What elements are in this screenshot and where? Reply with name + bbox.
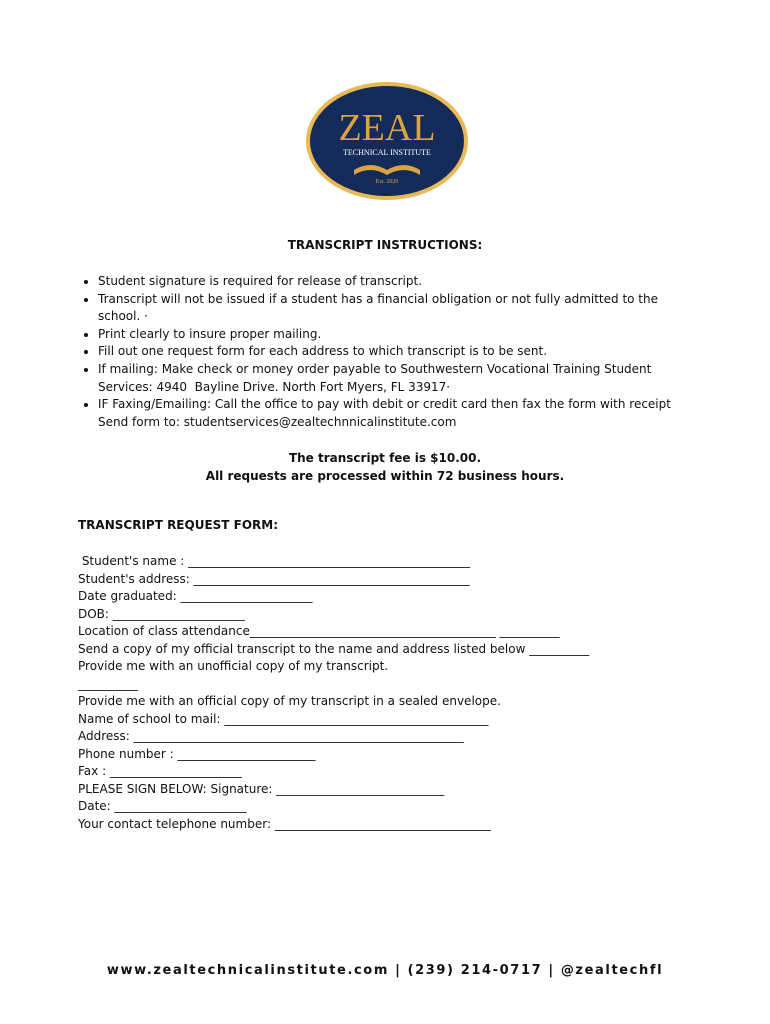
instruction-item: • Student signature is required for release of transcript. [98,273,698,291]
fee-line: The transcript fee is $10.00. [288,451,482,465]
zeal-logo [304,80,470,202]
form-line-address: Address: _______________________________________________________ [78,729,464,743]
logo-wordmark: ZEAL [338,107,436,149]
form-line-unofficial-copy: Provide me with an unofficial copy of my transcript. [78,659,389,673]
form-line-phone: Phone number : _______________________ [78,746,316,761]
form-line-date: Date: ______________________ [78,799,247,813]
instruction-item: • Print clearly to insure proper mailing. [98,326,698,344]
form-title: TRANSCRIPT REQUEST FORM: [78,518,279,532]
form-line-date-graduated: Date graduated: ______________________ [78,589,313,603]
logo-subtitle: TECHNICAL INSTITUTE [343,148,431,157]
instruction-item: • IF Faxing/Emailing: Call the office to pay with debit or credit card then fax the form with receipt Send form to: studentservices@zealtechnnicalinstitute.com [98,396,698,431]
form-line-fax: Fax : ______________________ [78,764,242,778]
form-line-student-name: Student's name : _______________________________________________ [78,554,471,568]
fee-notice [0,450,770,485]
logo-est: Est. 2020 [375,179,399,185]
form-line-sealed-copy: Provide me with an official copy of my transcript in a sealed envelope. [78,694,501,708]
form-line-contact-phone: Your contact telephone number: ____________________________________ [78,816,491,831]
instruction-item: • Fill out one request form for each address to which transcript is to be sent. [98,343,698,361]
form-line-official-copy-address: Send a copy of my official transcript to the name and address listed below __________ [78,641,590,656]
instructions-list [78,273,698,431]
instructions-title: TRANSCRIPT INSTRUCTIONS: [287,238,483,252]
request-form [78,553,589,833]
instruction-item: • If mailing: Make check or money order payable to Southwestern Vocational Training Student Services: 4940 Bayline Drive. North Fort Myers, FL 33917· [98,361,698,396]
form-line-student-address: Student's address: ______________________________________________ [78,571,470,586]
form-line-dob: DOB: ______________________ [78,606,245,621]
form-line-school-name: Name of school to mail: ____________________________________________ [78,711,489,726]
form-line-blank: __________ [78,676,138,691]
form-line-signature: PLEASE SIGN BELOW: Signature: ____________________________ [78,781,445,796]
instruction-item: • Transcript will not be issued if a student has a financial obligation or not fully admitted to the school. · [98,291,698,326]
footer-contact: www.zealtechnicalinstitute.com | (239) 214-0717 | @zealtechfl [106,963,664,978]
form-line-location: Location of class attendance_________________________________________ __________ [78,624,560,638]
processing-line: All requests are processed within 72 business hours. [205,468,565,483]
